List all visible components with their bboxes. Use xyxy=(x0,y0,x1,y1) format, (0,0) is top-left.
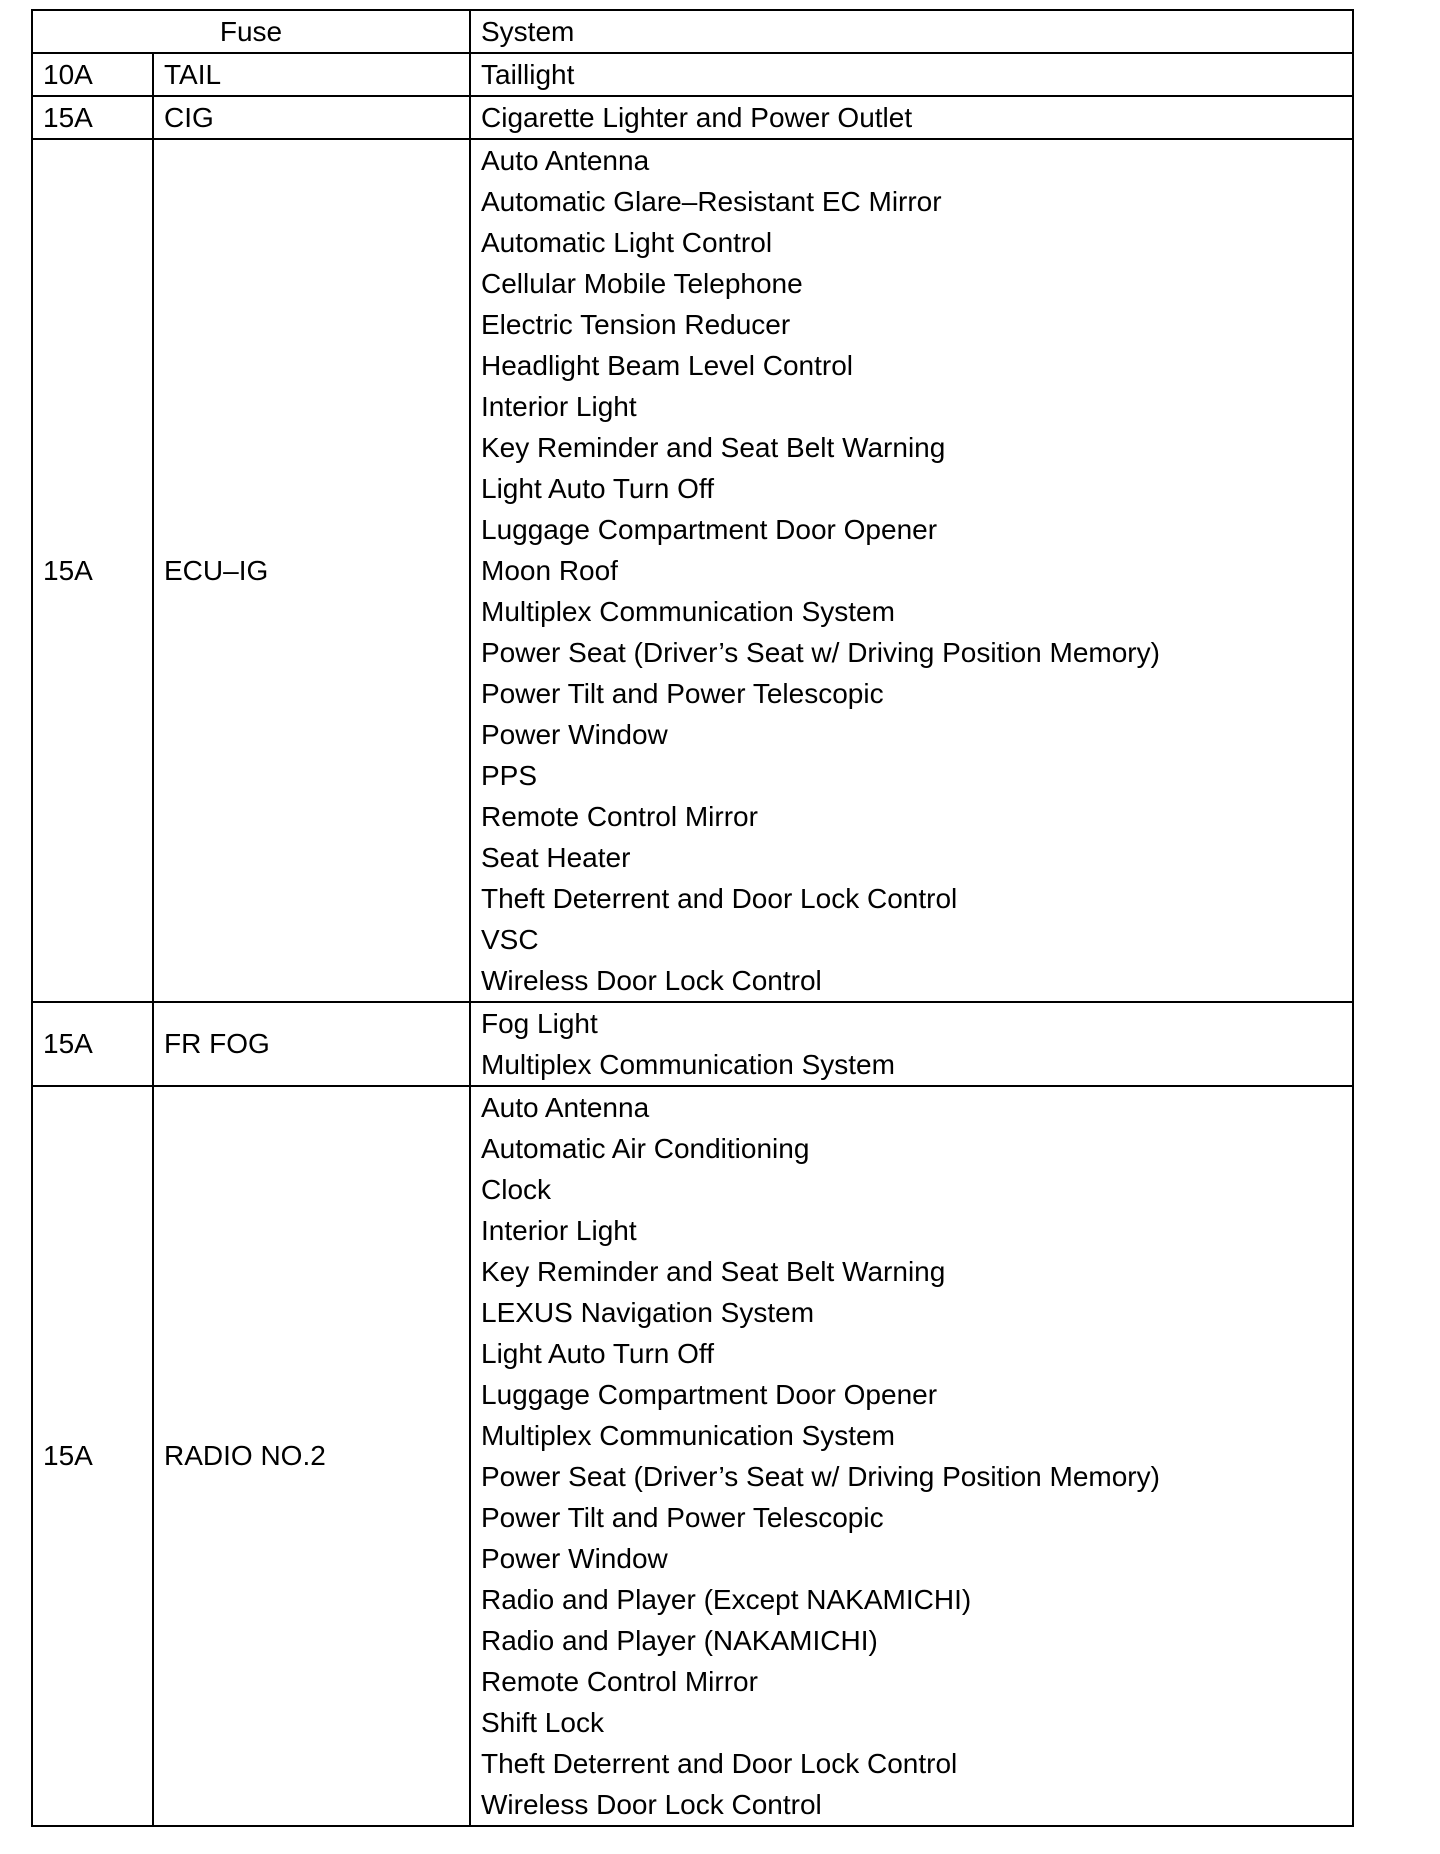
system-item: Power Seat (Driver’s Seat w/ Driving Position Memory) xyxy=(481,1461,1160,1492)
system-item: Taillight xyxy=(481,59,575,90)
system-item: Headlight Beam Level Control xyxy=(481,350,853,381)
system-item: Multiplex Communication System xyxy=(481,596,895,627)
system-item: Radio and Player (NAKAMICHI) xyxy=(481,1625,878,1656)
system-item: Automatic Air Conditioning xyxy=(481,1133,810,1164)
system-item: Power Tilt and Power Telescopic xyxy=(481,1502,884,1533)
system-item: Power Seat (Driver’s Seat w/ Driving Position Memory) xyxy=(481,637,1160,668)
system-item: Power Window xyxy=(481,1543,668,1574)
system-item: Light Auto Turn Off xyxy=(481,1338,714,1369)
system-list xyxy=(470,96,1353,139)
system-item: Moon Roof xyxy=(481,555,618,586)
system-list xyxy=(470,1086,1353,1826)
fuse-amperage: 15A xyxy=(32,1086,153,1826)
system-item: VSC xyxy=(481,924,539,955)
fuse-name: ECU–IG xyxy=(153,139,470,1002)
system-item: Multiplex Communication System xyxy=(481,1049,895,1080)
table-header xyxy=(32,10,1353,53)
system-item: Light Auto Turn Off xyxy=(481,473,714,504)
system-item: LEXUS Navigation System xyxy=(481,1297,815,1328)
system-header: System xyxy=(470,10,1353,53)
system-item: Wireless Door Lock Control xyxy=(481,1789,822,1820)
header-row xyxy=(32,10,1353,53)
fuse-amperage: 10A xyxy=(32,53,153,96)
system-item: Radio and Player (Except NAKAMICHI) xyxy=(481,1584,972,1615)
fuse-row xyxy=(32,1002,1353,1086)
fuse-row xyxy=(32,1086,1353,1826)
fuse-name: TAIL xyxy=(153,53,470,96)
system-item: Key Reminder and Seat Belt Warning xyxy=(481,1256,946,1287)
system-item: Auto Antenna xyxy=(481,1092,650,1123)
system-item: Shift Lock xyxy=(481,1707,604,1738)
system-item: Fog Light xyxy=(481,1008,598,1039)
fuse-name: CIG xyxy=(153,96,470,139)
system-item: Power Tilt and Power Telescopic xyxy=(481,678,884,709)
system-item: Electric Tension Reducer xyxy=(481,309,791,340)
system-item: Clock xyxy=(481,1174,552,1205)
system-item: Interior Light xyxy=(481,391,637,422)
system-item: Seat Heater xyxy=(481,842,631,873)
system-item: Remote Control Mirror xyxy=(481,1666,758,1697)
fuse-row xyxy=(32,139,1353,1002)
system-item: Cellular Mobile Telephone xyxy=(481,268,803,299)
system-item: PPS xyxy=(481,760,538,791)
table-body xyxy=(32,53,1353,1826)
system-item: Luggage Compartment Door Opener xyxy=(481,514,938,545)
fuse-name: FR FOG xyxy=(153,1002,470,1086)
fuse-row xyxy=(32,53,1353,96)
system-item: Multiplex Communication System xyxy=(481,1420,895,1451)
system-item: Automatic Light Control xyxy=(481,227,773,258)
fuse-name: RADIO NO.2 xyxy=(153,1086,470,1826)
fuse-table xyxy=(31,9,1354,1827)
system-item: Cigarette Lighter and Power Outlet xyxy=(481,102,913,133)
system-item: Remote Control Mirror xyxy=(481,801,758,832)
system-item: Key Reminder and Seat Belt Warning xyxy=(481,432,946,463)
system-item: Luggage Compartment Door Opener xyxy=(481,1379,938,1410)
system-item: Wireless Door Lock Control xyxy=(481,965,822,996)
system-list xyxy=(470,53,1353,96)
system-item: Theft Deterrent and Door Lock Control xyxy=(481,883,958,914)
system-item: Theft Deterrent and Door Lock Control xyxy=(481,1748,958,1779)
fuse-header: Fuse xyxy=(32,10,470,53)
fuse-amperage: 15A xyxy=(32,96,153,139)
system-item: Automatic Glare–Resistant EC Mirror xyxy=(481,186,942,217)
system-item: Interior Light xyxy=(481,1215,637,1246)
system-list xyxy=(470,139,1353,1002)
fuse-amperage: 15A xyxy=(32,139,153,1002)
fuse-row xyxy=(32,96,1353,139)
system-list xyxy=(470,1002,1353,1086)
fuse-amperage: 15A xyxy=(32,1002,153,1086)
system-item: Auto Antenna xyxy=(481,145,650,176)
system-item: Power Window xyxy=(481,719,668,750)
